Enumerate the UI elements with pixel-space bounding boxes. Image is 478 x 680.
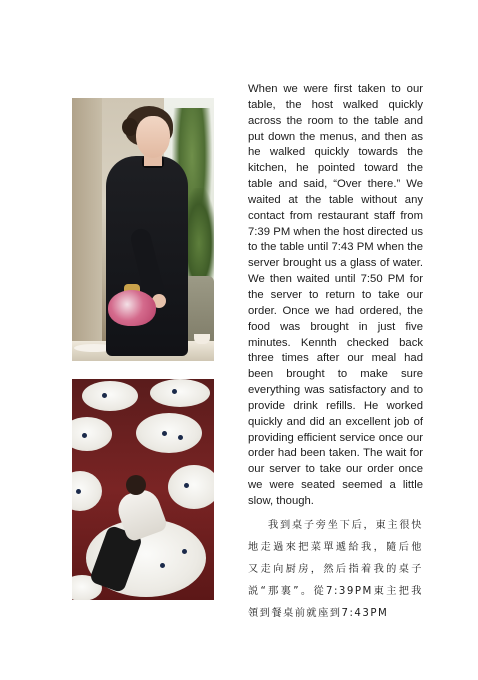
banquet-hall-photo (72, 379, 214, 600)
chinese-paragraph: 我到桌子旁坐下后，東主很快地走過來把菜單遞給我，隨后他又走向厨房，然后指着我的桌子説“那裏”。從7:39PM東主把我領到餐桌前就座到7:43PM (248, 519, 423, 619)
english-paragraph: When we were first taken to our table, the host walked quickly across the room to the table and put down the menus, and then as he walked quickly towards the kitchen, he pointed toward the table and said, “Over there.” We waited at the table without any contact from restaurant staff from 7:39 PM when the host directed us to the table until 7:43 PM when the server brought us a glass of water. We then waited until 7:50 PM for the server to return to take our order. Once we had ordered, the food was brought in just five minutes. Kennth checked back three times after our meal had been brought to make sure everything was satisfactory and to provide drink refills. He worked quickly and did an excellent job of providing efficient service once our order had been taken. The wait for our server to take our order once we were seated seemed a little slow, though. (248, 83, 423, 507)
server-pouring-tea-photo (72, 98, 214, 361)
article-column (248, 82, 423, 625)
